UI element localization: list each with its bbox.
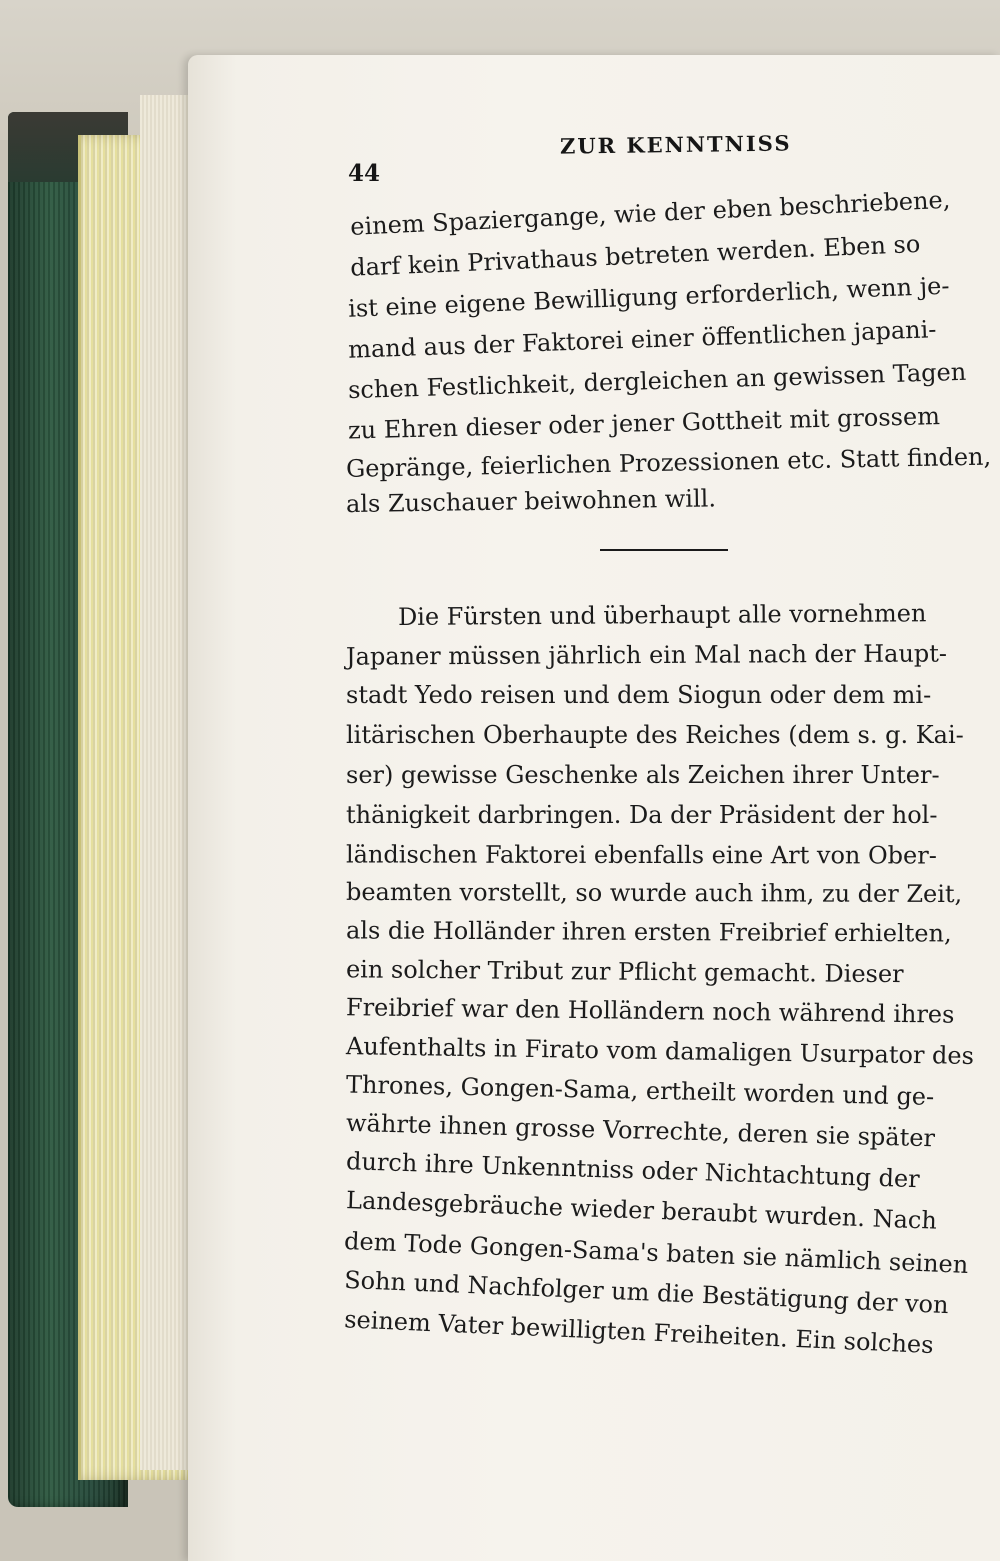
- text-line: ländischen Faktorei ebenfalls eine Art von Ober-: [345, 840, 937, 870]
- text-line: währte ihnen grosse Vorrechte, deren sie später: [345, 1108, 936, 1153]
- page-number: 44: [348, 160, 381, 187]
- text-line: Thrones, Gongen-Sama, ertheilt worden und ge-: [345, 1070, 935, 1111]
- text-line: stadt Yedo reisen und dem Siogun oder dem mi-: [346, 681, 932, 709]
- text-line: darf kein Privathaus betreten werden. Eben so: [349, 229, 921, 282]
- text-line: Sohn und Nachfolger um die Bestätigung der von: [343, 1265, 950, 1320]
- text-line: durch ihre Unkenntniss oder Nichtachtung der: [345, 1147, 921, 1194]
- text-line: Freibrief war den Holländern noch während ihres: [345, 993, 955, 1029]
- text-line: Landesgebräuche wieder beraubt wurden. Nach: [345, 1186, 938, 1235]
- text-line: zu Ehren dieser oder jener Gottheit mit grossem: [347, 402, 941, 445]
- text-line: Aufenthalts in Firato vom damaligen Usurpator des: [345, 1032, 975, 1070]
- text-line: ein solcher Tribut zur Pflicht gemacht. Dieser: [345, 955, 904, 989]
- text-line: dem Tode Gongen-Sama's baten sie nämlich seinen: [343, 1226, 969, 1279]
- text-line: schen Festlichkeit, dergleichen an gewissen Tagen: [347, 357, 967, 405]
- text-line: seinem Vater bewilligten Freiheiten. Ein solches: [343, 1305, 935, 1360]
- text-line: Japaner müssen jährlich ein Mal nach der Haupt-: [345, 639, 948, 671]
- text-line: ist eine eigene Bewilligung erforderlich, wenn je-: [347, 271, 950, 323]
- text-line: einem Spaziergange, wie der eben beschriebene,: [349, 185, 951, 241]
- text-line: thänigkeit darbringen. Da der Präsident der hol-: [346, 801, 938, 829]
- text-line: litärischen Oberhaupte des Reiches (dem s. g. Kai-: [346, 721, 964, 749]
- text-line: mand aus der Faktorei einer öffentlichen japani-: [347, 315, 937, 364]
- text-line: als die Holländer ihren ersten Freibrief erhielten,: [345, 916, 952, 948]
- running-title: ZUR KENNTNISS: [559, 130, 792, 159]
- section-divider: [600, 549, 728, 551]
- text-line: beamten vorstellt, so wurde auch ihm, zu der Zeit,: [345, 877, 963, 909]
- text-line: Die Fürsten und überhaupt alle vornehmen: [397, 599, 927, 631]
- text-line: als Zuschauer beiwohnen will.: [345, 484, 717, 519]
- text-line: Gepränge, feierlichen Prozessionen etc. Statt finden,: [345, 442, 992, 483]
- text-line: ser) gewisse Geschenke als Zeichen ihrer Unter-: [346, 761, 940, 789]
